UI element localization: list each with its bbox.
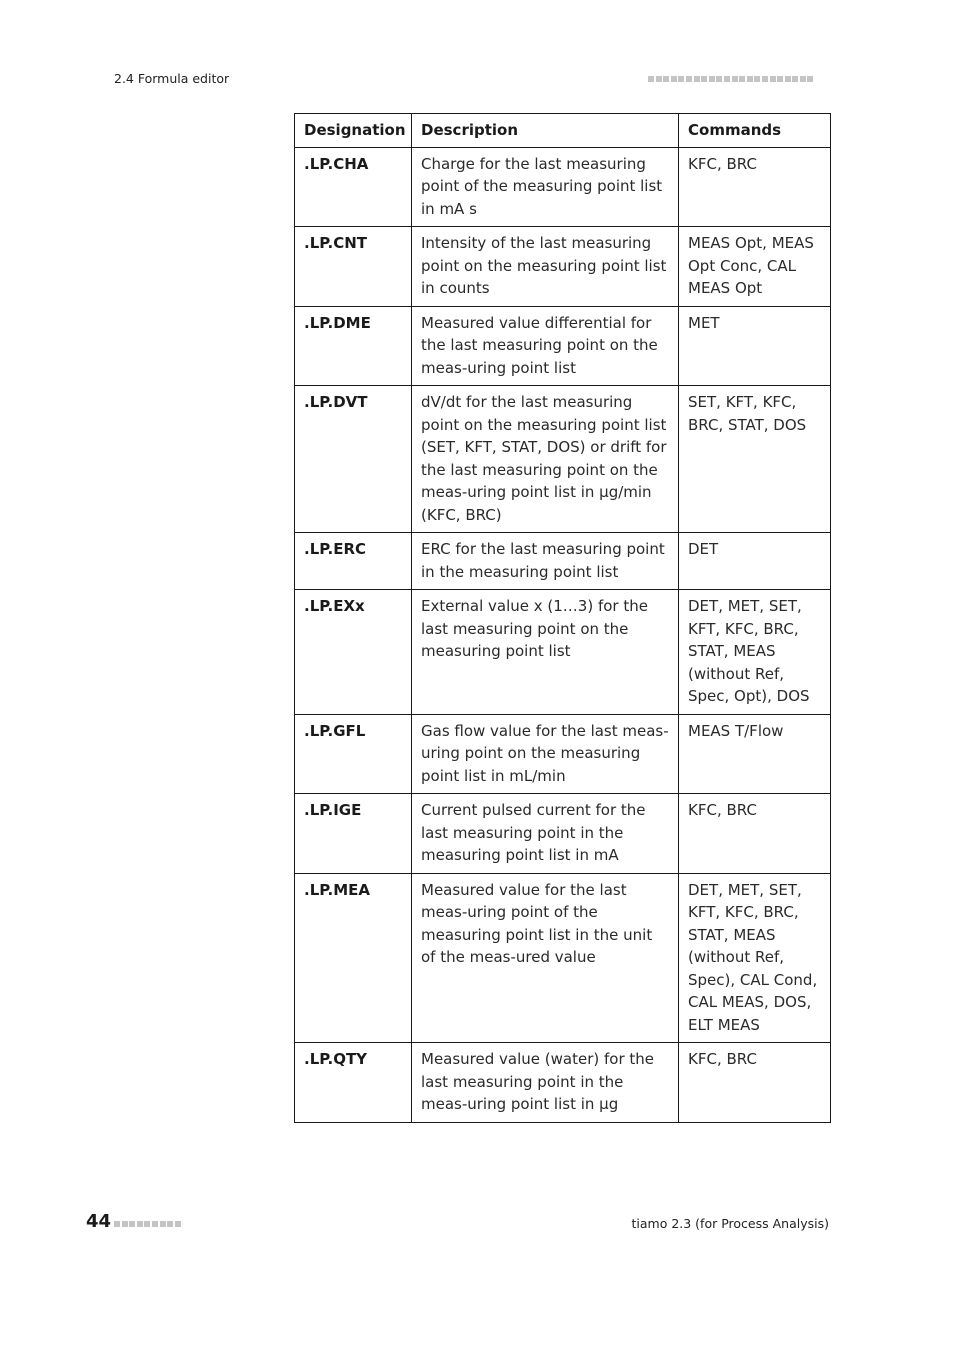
description-cell: Measured value differential for the last measuring point on the meas-uring point list	[412, 306, 679, 386]
table-row	[295, 147, 831, 227]
decorative-square	[167, 1221, 173, 1227]
decorative-square	[792, 76, 798, 82]
commands-cell: KFC, BRC	[679, 147, 831, 227]
commands-cell: DET, MET, SET, KFT, KFC, BRC, STAT, MEAS (without Ref, Spec), CAL Cond, CAL MEAS, DOS, ELT MEAS	[679, 873, 831, 1043]
commands-cell: MEAS T/Flow	[679, 714, 831, 794]
description-cell: ERC for the last measuring point in the measuring point list	[412, 533, 679, 590]
column-header-description: Description	[412, 114, 679, 148]
decorative-square	[137, 1221, 143, 1227]
decorative-square	[709, 76, 715, 82]
decorative-square	[694, 76, 700, 82]
table-header-row	[295, 114, 831, 148]
footer-square-row	[114, 1216, 181, 1232]
table-row	[295, 533, 831, 590]
decorative-square	[152, 1221, 158, 1227]
decorative-square	[739, 76, 745, 82]
decorative-square	[656, 76, 662, 82]
decorative-square	[777, 76, 783, 82]
description-cell: Charge for the last measuring point of the measuring point list in mA s	[412, 147, 679, 227]
decorative-square	[785, 76, 791, 82]
decorative-square	[678, 76, 684, 82]
designation-cell: .LP.CHA	[295, 147, 412, 227]
table-row	[295, 1043, 831, 1123]
description-cell: Gas flow value for the last meas-uring point on the measuring point list in mL/min	[412, 714, 679, 794]
decorative-square	[701, 76, 707, 82]
commands-cell: DET, MET, SET, KFT, KFC, BRC, STAT, MEAS (without Ref, Spec, Opt), DOS	[679, 590, 831, 715]
decorative-square	[686, 76, 692, 82]
decorative-square	[114, 1221, 120, 1227]
decorative-square	[122, 1221, 128, 1227]
table-row	[295, 794, 831, 874]
decorative-square	[129, 1221, 135, 1227]
commands-cell: MET	[679, 306, 831, 386]
table-row	[295, 590, 831, 715]
designation-cell: .LP.QTY	[295, 1043, 412, 1123]
description-cell: Current pulsed current for the last measuring point in the measuring point list in mA	[412, 794, 679, 874]
decorative-square	[754, 76, 760, 82]
decorative-square	[648, 76, 654, 82]
decorative-square	[144, 1221, 150, 1227]
decorative-square	[663, 76, 669, 82]
description-cell: Intensity of the last measuring point on the measuring point list in counts	[412, 227, 679, 307]
header-decoration	[648, 71, 829, 87]
table-row	[295, 386, 831, 533]
commands-cell: DET	[679, 533, 831, 590]
table-row	[295, 714, 831, 794]
running-footer-product: tiamo 2.3 (for Process Analysis)	[631, 1216, 829, 1231]
variables-table	[294, 113, 831, 1123]
description-cell: Measured value for the last meas-uring point of the measuring point list in the unit of the meas-ured value	[412, 873, 679, 1043]
designation-cell: .LP.GFL	[295, 714, 412, 794]
decorative-square	[800, 76, 806, 82]
commands-cell: KFC, BRC	[679, 794, 831, 874]
description-cell: External value x (1…3) for the last measuring point on the measuring point list	[412, 590, 679, 715]
description-cell: dV/dt for the last measuring point on the measuring point list (SET, KFT, STAT, DOS) or drift for the last measuring point on the meas-uring point list in µg/min (KFC, BRC)	[412, 386, 679, 533]
designation-cell: .LP.ERC	[295, 533, 412, 590]
decorative-square	[762, 76, 768, 82]
designation-cell: .LP.DVT	[295, 386, 412, 533]
header-square-row	[648, 71, 829, 87]
column-header-commands: Commands	[679, 114, 831, 148]
page-number: 44	[86, 1211, 112, 1232]
table-row	[295, 227, 831, 307]
column-header-designation: Designation	[295, 114, 412, 148]
commands-cell: SET, KFT, KFC, BRC, STAT, DOS	[679, 386, 831, 533]
table-row	[295, 873, 831, 1043]
designation-cell: .LP.DME	[295, 306, 412, 386]
commands-cell: KFC, BRC	[679, 1043, 831, 1123]
decorative-square	[160, 1221, 166, 1227]
decorative-square	[770, 76, 776, 82]
description-cell: Measured value (water) for the last measuring point in the meas-uring point list in µg	[412, 1043, 679, 1123]
decorative-square	[747, 76, 753, 82]
running-header-section: 2.4 Formula editor	[114, 71, 230, 86]
table-row	[295, 306, 831, 386]
footer-decoration	[114, 1216, 181, 1232]
designation-cell: .LP.CNT	[295, 227, 412, 307]
commands-cell: MEAS Opt, MEAS Opt Conc, CAL MEAS Opt	[679, 227, 831, 307]
decorative-square	[732, 76, 738, 82]
decorative-square	[671, 76, 677, 82]
decorative-square	[716, 76, 722, 82]
designation-cell: .LP.IGE	[295, 794, 412, 874]
designation-cell: .LP.EXx	[295, 590, 412, 715]
decorative-square	[807, 76, 813, 82]
decorative-square	[724, 76, 730, 82]
designation-cell: .LP.MEA	[295, 873, 412, 1043]
decorative-square	[175, 1221, 181, 1227]
